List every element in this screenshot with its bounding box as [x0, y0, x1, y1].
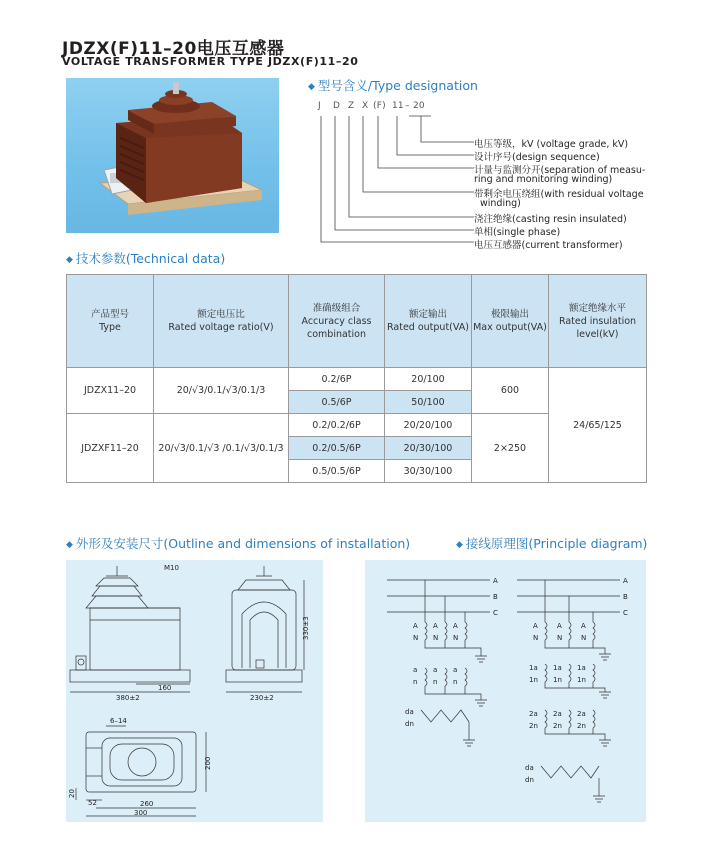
accuracy-cell: 0.5/6P: [289, 391, 385, 414]
svg-text:A: A: [413, 622, 418, 630]
svg-text:N: N: [581, 634, 587, 642]
svg-text:dn: dn: [525, 776, 534, 784]
max-output-cell: 600: [472, 368, 549, 414]
designation-heading: ◆ 型号含义/Type designation: [308, 78, 478, 93]
svg-text:2n: 2n: [577, 722, 586, 730]
voltage-transformer-image: [66, 78, 279, 233]
svg-text:N: N: [413, 634, 419, 642]
bullet-icon: ◆: [456, 540, 463, 550]
svg-text:1a: 1a: [529, 664, 538, 672]
designation-voltage-grade: 电压等级，kV (voltage grade, kV): [474, 139, 629, 150]
designation-single-phase: 单相(single phase): [474, 227, 561, 238]
bullet-icon: ◆: [308, 82, 315, 92]
dim-230: 230±2: [250, 694, 274, 702]
svg-text:2a: 2a: [529, 710, 538, 718]
svg-text:1a: 1a: [577, 664, 586, 672]
svg-text:A: A: [493, 577, 498, 585]
svg-text:a: a: [413, 666, 418, 674]
svg-text:2n: 2n: [529, 722, 538, 730]
max-output-cell: 2×250: [472, 414, 549, 483]
principle-heading: ◆ 接线原理图(Principle diagram): [456, 536, 648, 551]
dim-m10: M10: [164, 564, 179, 572]
col-max-output: 极限输出 Max output(VA): [472, 275, 549, 368]
dim-160: 160: [158, 684, 172, 692]
table-row: [67, 368, 647, 391]
insulation-cell: 24/65/125: [549, 368, 647, 483]
svg-text:C: C: [493, 609, 498, 617]
svg-text:A: A: [581, 622, 586, 630]
accuracy-cell: 0.5/0.5/6P: [289, 460, 385, 483]
output-cell: 20/100: [385, 368, 472, 391]
svg-text:n: n: [453, 678, 458, 686]
svg-text:n: n: [413, 678, 418, 686]
svg-text:A: A: [453, 622, 458, 630]
outline-heading: ◆ 外形及安装尺寸(Outline and dimensions of installation): [66, 536, 411, 551]
col-accuracy: 准确级组合 Accuracy class combination: [289, 275, 385, 368]
technical-heading: ◆ 技术参数(Technical data): [66, 251, 226, 266]
svg-text:A: A: [557, 622, 562, 630]
output-cell: 20/20/100: [385, 414, 472, 437]
svg-text:N: N: [433, 634, 439, 642]
svg-text:n: n: [433, 678, 438, 686]
svg-text:N: N: [557, 634, 563, 642]
svg-text:B: B: [623, 593, 628, 601]
dim-300: 300: [134, 809, 148, 817]
svg-text:A: A: [533, 622, 538, 630]
ratio-cell: 20/√3/0.1/√3/0.1/3: [154, 368, 289, 414]
designation-design-sequence: 设计序号(design sequence): [474, 152, 600, 163]
outline-drawing: [66, 560, 323, 822]
svg-text:da: da: [405, 708, 414, 716]
page-title-cn: JDZX(F)11–20电压互感器: [62, 39, 285, 59]
dim-20: 20: [68, 789, 76, 798]
page-title-en: VOLTAGE TRANSFORMER TYPE JDZX(F)11–20: [62, 55, 359, 68]
dim-380: 380±2: [116, 694, 140, 702]
designation-leader-lines: [315, 112, 475, 247]
col-type: 产品型号 Type: [67, 275, 154, 368]
designation-residual-2: winding): [480, 198, 521, 209]
svg-text:2a: 2a: [577, 710, 586, 718]
col-insulation: 额定绝缘水平 Rated insulation level(kV): [549, 275, 647, 368]
svg-text:N: N: [453, 634, 459, 642]
dim-260: 260: [140, 800, 154, 808]
dim-6-14: 6–14: [110, 717, 127, 725]
type-cell: JDZXF11–20: [67, 414, 154, 483]
designation-separation-2: ring and monitoring winding): [474, 174, 613, 185]
svg-text:2n: 2n: [553, 722, 562, 730]
output-cell: 20/30/100: [385, 437, 472, 460]
svg-text:1a: 1a: [553, 664, 562, 672]
dim-200: 200: [204, 756, 212, 770]
svg-text:C: C: [623, 609, 628, 617]
product-photo: [66, 78, 279, 233]
col-output: 额定输出 Rated output(VA): [385, 275, 472, 368]
dim-52: 52: [88, 799, 97, 807]
bullet-icon: ◆: [66, 255, 73, 265]
designation-casting-resin: 浇注绝缘(casting resin insulated): [474, 214, 627, 225]
svg-text:B: B: [493, 593, 498, 601]
svg-text:da: da: [525, 764, 534, 772]
dim-330: 330±3: [302, 616, 310, 640]
technical-data-table: [66, 274, 647, 483]
designation-residual-1: 带剩余电压绕组(with residual voltage: [474, 189, 644, 200]
svg-text:A: A: [433, 622, 438, 630]
svg-text:1n: 1n: [577, 676, 586, 684]
col-ratio: 额定电压比 Rated voltage ratio(V): [154, 275, 289, 368]
ratio-cell: 20/√3/0.1/√3 /0.1/√3/0.1/3: [154, 414, 289, 483]
accuracy-cell: 0.2/6P: [289, 368, 385, 391]
svg-text:A: A: [623, 577, 628, 585]
principle-diagram: [365, 560, 646, 822]
svg-text:1n: 1n: [529, 676, 538, 684]
principle-panel: [365, 560, 646, 822]
svg-text:a: a: [453, 666, 458, 674]
svg-text:1n: 1n: [553, 676, 562, 684]
designation-separation-1: 计量与监测分开(separation of measu-: [474, 165, 646, 176]
accuracy-cell: 0.2/0.5/6P: [289, 437, 385, 460]
accuracy-cell: 0.2/0.2/6P: [289, 414, 385, 437]
outline-panel: [66, 560, 323, 822]
svg-text:dn: dn: [405, 720, 414, 728]
output-cell: 50/100: [385, 391, 472, 414]
type-cell: JDZX11–20: [67, 368, 154, 414]
output-cell: 30/30/100: [385, 460, 472, 483]
bullet-icon: ◆: [66, 540, 73, 550]
svg-text:N: N: [533, 634, 539, 642]
svg-text:2a: 2a: [553, 710, 562, 718]
svg-text:a: a: [433, 666, 438, 674]
designation-transformer: 电压互感器(current transformer): [474, 240, 623, 251]
